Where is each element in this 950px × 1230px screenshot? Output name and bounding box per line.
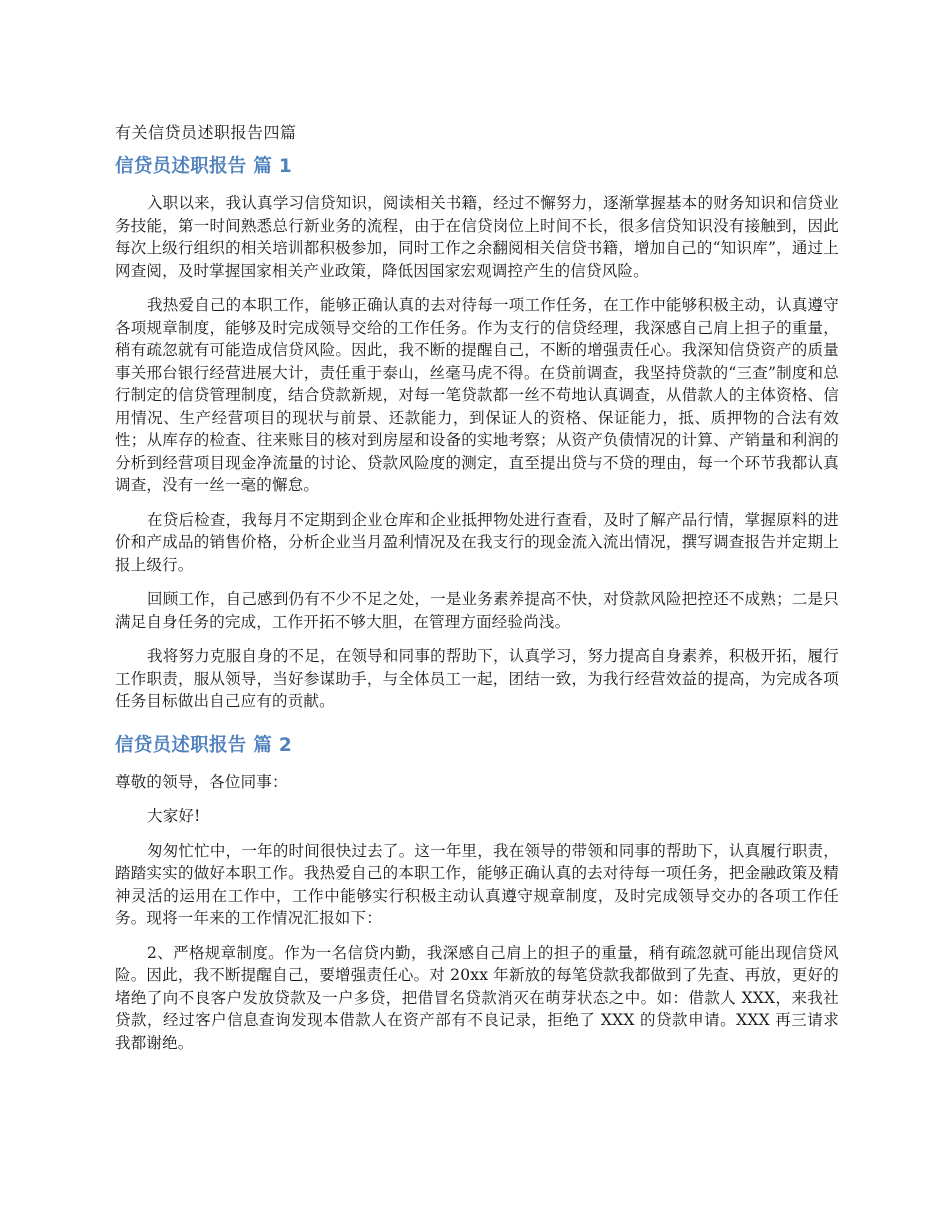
document-title: 有关信贷员述职报告四篇 xyxy=(115,123,297,142)
section-1-paragraph-2: 我热爱自己的本职工作，能够正确认真的去对待每一项工作任务，在工作中能够积极主动，认真遵守各项规章制度，能够及时完成领导交给的工作任务。作为支行的信贷经理，我深感自己肩上担子的重量，稍有疏忽就有可能造成信贷风险。因此，我不断的提醒自己，不断的增强责任心。我深知信贷资产的质量事关邢台银行经营进展大计，责任重于泰山，丝毫马虎不得。在贷前调查，我坚持贷款的“三查”制度和总行制定的信贷管理制度，结合贷款新规，对每一笔贷款都一丝不苟地认真调查，从借款人的主体资格、信用情况、生产经营项目的现状与前景、还款能力，到保证人的资格、保证能力，抵、质押物的合法有效性；从库存的检查、往来账目的核对到房屋和设备的实地考察；从资产负债情况的计算、产销量和利润的分析到经营项目现金净流量的讨论、贷款风险度的测定，直至提出贷与不贷的理由，每一个环节我都认真调查，没有一丝一毫的懈怠。 xyxy=(115,296,839,494)
section-2-paragraph-1: 大家好! xyxy=(147,807,201,825)
section-1-paragraph-4: 回顾工作，自己感到仍有不少不足之处，一是业务素养提高不快，对贷款风险把控还不成熟；二是只满足自身任务的完成，工作开拓不够大胆，在管理方面经验尚浅。 xyxy=(115,590,839,631)
document-page xyxy=(115,122,839,1066)
section-1-paragraph-3: 在贷后检查，我每月不定期到企业仓库和企业抵押物处进行查看，及时了解产品行情，掌握原料的进价和产成品的销售价格，分析企业当月盈利情况及在我支行的现金流入流出情况，撰写调查报告并定期上报上级行。 xyxy=(115,510,839,574)
section-1-paragraph-1: 入职以来，我认真学习信贷知识，阅读相关书籍，经过不懈努力，逐渐掌握基本的财务知识和信贷业务技能，第一时间熟悉总行新业务的流程，由于在信贷岗位上时间不长，很多信贷知识没有接触到，因此每次上级行组织的相关培训都积极参加，同时工作之余翻阅相关信贷书籍，增加自己的“知识库”，通过上网查阅，及时掌握国家相关产业政策，降低因国家宏观调控产生的信贷风险。 xyxy=(115,194,839,280)
section-1-paragraph-5: 我将努力克服自身的不足，在领导和同事的帮助下，认真学习，努力提高自身素养，积极开拓，履行工作职责，服从领导，当好参谋助手，与全体员工一起，团结一致，为我行经营效益的提高，为完成各项任务目标做出自己应有的贡献。 xyxy=(115,647,839,710)
section-2-paragraph-3: 2、严格规章制度。作为一名信贷内勤，我深感自己肩上的担子的重量，稍有疏忽就可能出现信贷风险。因此，我不断提醒自己，要增强责任心。对 20xx 年新放的每笔贷款我都做到了先查、再放，更好的堵绝了向不良客户发放贷款及一户多贷，把借冒名贷款消灭在萌芽状态之中。如：借款人 XXX，来我社贷款，经过客户信息查询发现本借款人在资产部有不良记录，拒绝了 XXX 的贷款申请。XXX 再三请求我都谢绝。 xyxy=(115,943,839,1052)
section-2-salutation: 尊敬的领导，各位同事： xyxy=(115,772,288,791)
section-2-paragraph-2: 匆匆忙忙中，一年的时间很快过去了。这一年里，我在领导的带领和同事的帮助下，认真履行职责，踏踏实实的做好本职工作。我热爱自己的本职工作，能够正确认真的去对待每一项任务，把金融政策及精神灵活的运用在工作中，工作中能够实行积极主动认真遵守规章制度，及时完成领导交办的各项工作任务。现将一年来的工作情况汇报如下： xyxy=(115,841,839,927)
section-heading-2: 信贷员述职报告 篇 2 xyxy=(115,734,293,756)
section-heading-1: 信贷员述职报告 篇 1 xyxy=(115,156,293,177)
